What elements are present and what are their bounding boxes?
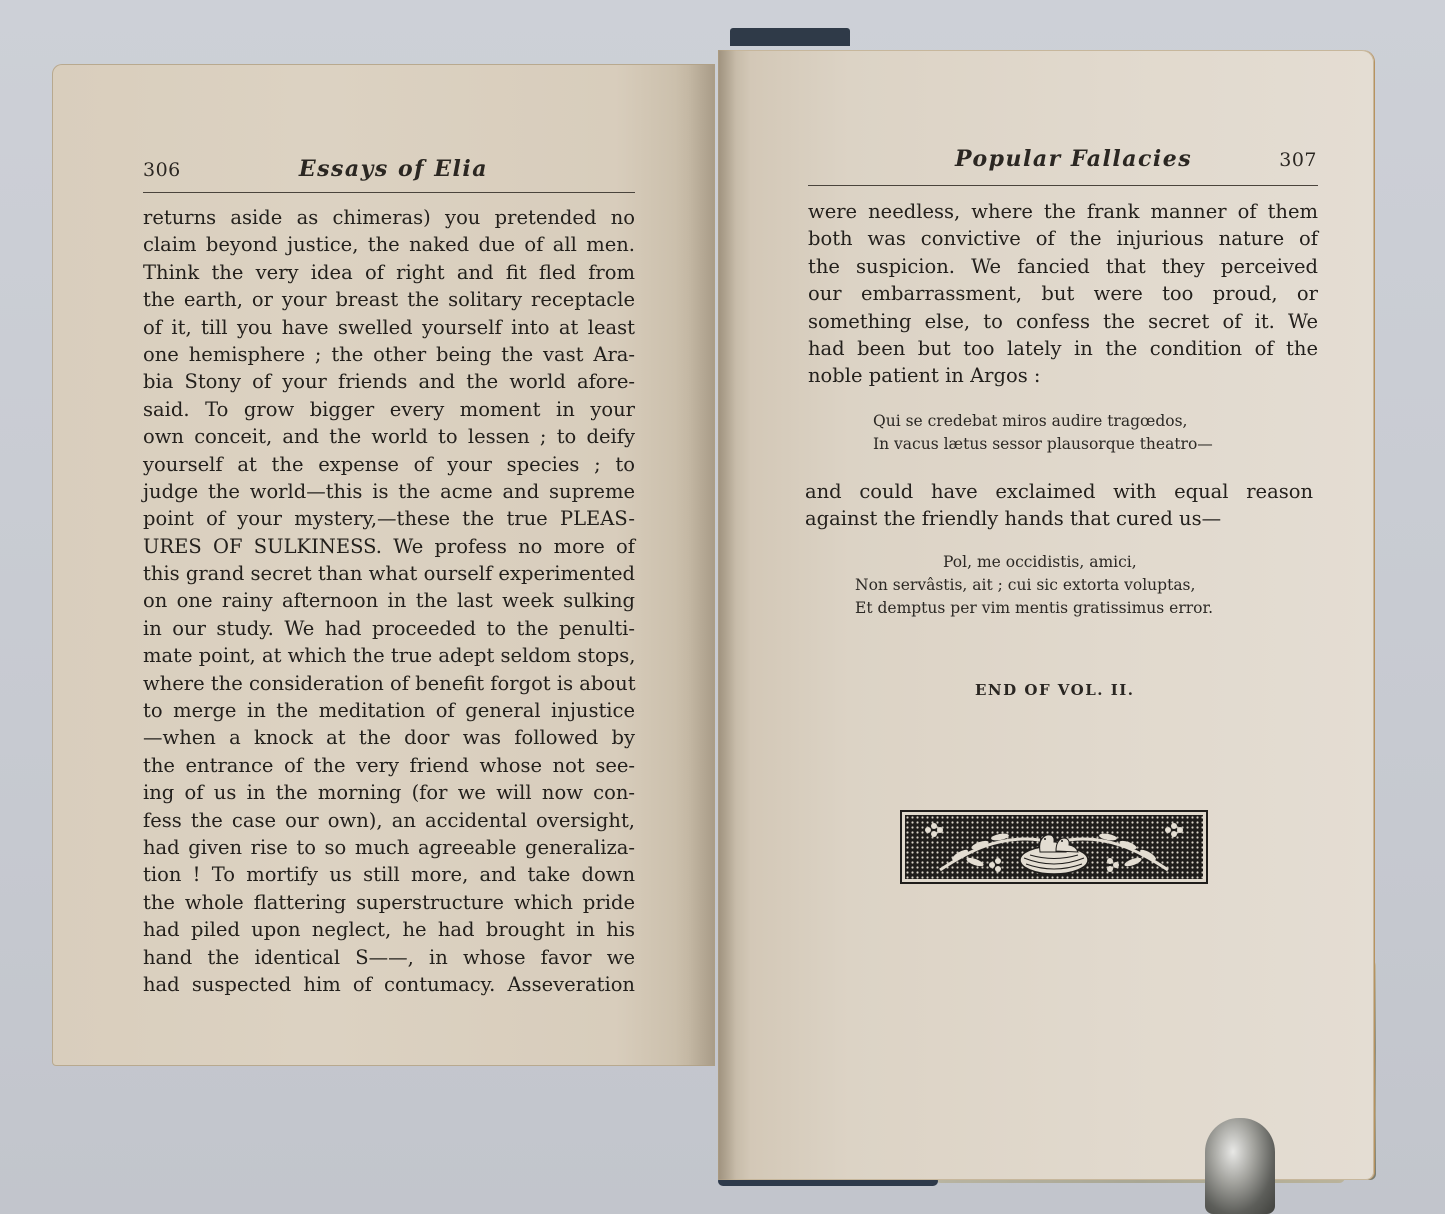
text-line: the whole flattering superstructure which pride xyxy=(143,890,635,914)
text-line: had given rise to so much agreeable generaliza- xyxy=(143,835,635,859)
metal-page-weight xyxy=(1205,1118,1275,1214)
text-line: in our study. We had proceeded to the penulti- xyxy=(143,616,635,640)
text-line: had been but too lately in the condition of the xyxy=(808,336,1318,360)
text-line: returns aside as chimeras) you pretended no xyxy=(143,206,635,229)
text-line: judge the world—this is the acme and supreme xyxy=(143,479,635,503)
latin-verse-quotation-1 xyxy=(873,410,1213,456)
right-running-head xyxy=(955,146,1317,172)
text-line: own conceit, and the world to lessen ; to deify xyxy=(143,425,635,449)
text-line: had piled upon neglect, he had brought in his xyxy=(143,918,635,942)
text-line: mate point, at which the true adept seldom stops, xyxy=(143,644,636,668)
text-line: the entrance of the very friend whose not see- xyxy=(143,753,635,777)
right-body-paragraph-1 xyxy=(808,198,1318,390)
book-cover-top-edge xyxy=(730,28,850,46)
text-line: one hemisphere ; the other being the vast Ara- xyxy=(143,342,635,366)
text-line: said. To grow bigger every moment in your xyxy=(143,397,635,421)
text-line: were needless, where the frank manner of them xyxy=(808,200,1318,223)
page-number: 306 xyxy=(143,159,181,181)
birds-in-nest-tailpiece-icon xyxy=(900,810,1208,884)
text-line: this grand secret than what ourself experimented xyxy=(143,562,635,586)
text-line: to merge in the meditation of general injustice xyxy=(143,699,635,723)
running-title: Essays of Elia xyxy=(298,156,488,182)
text-line: yourself at the expense of your species ; to xyxy=(143,452,635,476)
text-line: where the consideration of benefit forgot is about xyxy=(143,671,636,695)
text-line: Think the very idea of right and fit fled from xyxy=(143,260,635,284)
page-number: 307 xyxy=(1279,149,1317,171)
text-line: —when a knock at the door was followed by xyxy=(143,726,635,750)
text-line: point of your mystery,—these the true PLEAS- xyxy=(143,507,635,531)
text-line: claim beyond justice, the naked due of all men. xyxy=(143,233,635,257)
text-line: fess the case our own), an accidental oversight, xyxy=(143,808,635,832)
verse-line: Pol, me occidistis, amici, xyxy=(943,553,1137,571)
text-line: against the friendly hands that cured us— xyxy=(805,507,1222,531)
text-line: the suspicion. We fancied that they perceived xyxy=(808,254,1318,278)
left-body-text xyxy=(143,204,635,998)
text-line: had suspected him of contumacy. Asseveration xyxy=(143,972,635,996)
text-line: our embarrassment, but were too proud, or xyxy=(808,282,1318,306)
verse-line: In vacus lætus sessor plausorque theatro— xyxy=(873,435,1213,453)
text-line: noble patient in Argos : xyxy=(808,364,1041,388)
header-rule xyxy=(143,192,635,193)
text-line: the earth, or your breast the solitary receptacle xyxy=(143,288,635,312)
text-line: both was convictive of the injurious nature of xyxy=(808,227,1318,251)
verse-line: Non servâstis, ait ; cui sic extorta voluptas, xyxy=(855,576,1196,594)
text-line: of it, till you have swelled yourself into at least xyxy=(143,315,635,339)
verse-line: Qui se credebat miros audire tragœdos, xyxy=(873,412,1188,430)
left-running-head xyxy=(143,156,488,182)
text-line: bia Stony of your friends and the world afore- xyxy=(143,370,635,394)
header-rule xyxy=(808,185,1318,186)
text-line: tion ! To mortify us still more, and take down xyxy=(143,863,635,887)
text-line: URES OF SULKINESS. We profess no more of xyxy=(143,534,635,558)
text-line: hand the identical S——, in whose favor we xyxy=(143,945,635,969)
latin-verse-quotation-2 xyxy=(855,551,1213,620)
right-body-paragraph-2 xyxy=(805,478,1313,533)
verse-line: Et demptus per vim mentis gratissimus error. xyxy=(855,599,1214,617)
running-title: Popular Fallacies xyxy=(955,146,1193,172)
text-line: and could have exclaimed with equal reason xyxy=(805,480,1313,503)
end-of-volume-mark: END OF VOL. II. xyxy=(975,681,1135,699)
text-line: on one rainy afternoon in the last week sulking xyxy=(143,589,635,613)
text-line: something else, to confess the secret of it. We xyxy=(808,309,1318,333)
text-line: ing of us in the morning (for we will now con- xyxy=(143,781,635,805)
